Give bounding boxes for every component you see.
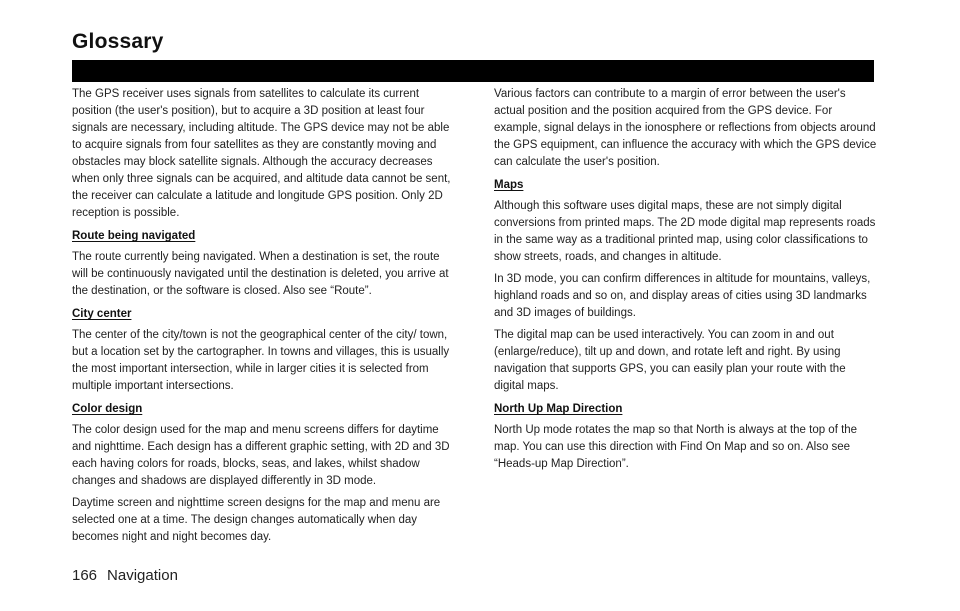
north-up-text: North Up mode rotates the map so that North is always at the top of the map. You can use this direction with Find On Map and so on. Also see “Heads-up Map Direction”.: [494, 424, 858, 470]
maps-text-1: Although this software uses digital maps, these are not simply digital conversions from printed maps. The 2D mode digital map represents roads in the same way as a traditional printed map, using color classifications to show streets, roads, and changes in altitude.: [494, 200, 876, 263]
color-design-text-2: Daytime screen and nighttime screen designs for the map and menu are selected one at a time. The design changes automatically when day becomes night and night becomes day.: [72, 497, 441, 543]
page-footer: [72, 567, 178, 584]
left-column: [72, 86, 456, 551]
maps-text-3: The digital map can be used interactively. You can zoom in and out (enlarge/reduce), tilt up and down, and rotate left and right. By using navigation that supports GPS, you can easily plan your route with the digital maps.: [494, 329, 846, 392]
heading-city-center: City center: [72, 308, 132, 320]
heading-color-design: Color design: [72, 403, 143, 415]
heading-route-being-navigated: Route being navigated: [72, 230, 196, 242]
page-number: 166: [72, 567, 98, 584]
intro-paragraph: The GPS receiver uses signals from satellites to calculate its current position (the user's position), but to acquire a 3D position at least four signals are necessary, including altitude. The GPS device may not be able to acquire signals from four satellites as they are constantly moving and obstacles may block satellite signals. Although the accuracy decreases when only three signals can be acquired, and altitude data cannot be sent, the receiver can calculate a latitude and longitude GPS position. Only 2D reception is possible.: [72, 88, 451, 219]
page-title: Glossary: [72, 30, 164, 53]
right-column: [494, 86, 878, 478]
color-design-text-1: The color design used for the map and menu screens differs for daytime and nighttime. Each design has a different graphic setting, with 2D and 3D each having colors for roads, blocks, seas, and lakes, whilst shadow changes and shadows are displayed differently in 3D mode.: [72, 424, 450, 487]
heading-north-up-map-direction: North Up Map Direction: [494, 403, 623, 415]
route-being-navigated-text: The route currently being navigated. When a destination is set, the route will be continuously navigated until the destination is deleted, you arrive at the destination, or the software is closed. Also see “Route”.: [72, 251, 449, 297]
title-divider-bar: [72, 60, 874, 82]
heading-maps: Maps: [494, 179, 524, 191]
maps-text-2: In 3D mode, you can confirm differences in altitude for mountains, valleys, highland roads and so on, and display areas of cities using 3D landmarks and 3D images of buildings.: [494, 273, 871, 319]
footer-section-label: Navigation: [107, 567, 178, 584]
gps-error-paragraph: Various factors can contribute to a margin of error between the user's actual position and the position acquired from the GPS device. For example, signal delays in the ionosphere or reflections from objects around the GPS equipment, can influence the accuracy with which the GPS device can calculate the user's position.: [494, 88, 877, 168]
city-center-text: The center of the city/town is not the geographical center of the city/ town, but a location set by the cartographer. In towns and villages, this is usually the most important intersection, while in larger cities it is selected from multiple important intersections.: [72, 329, 450, 392]
